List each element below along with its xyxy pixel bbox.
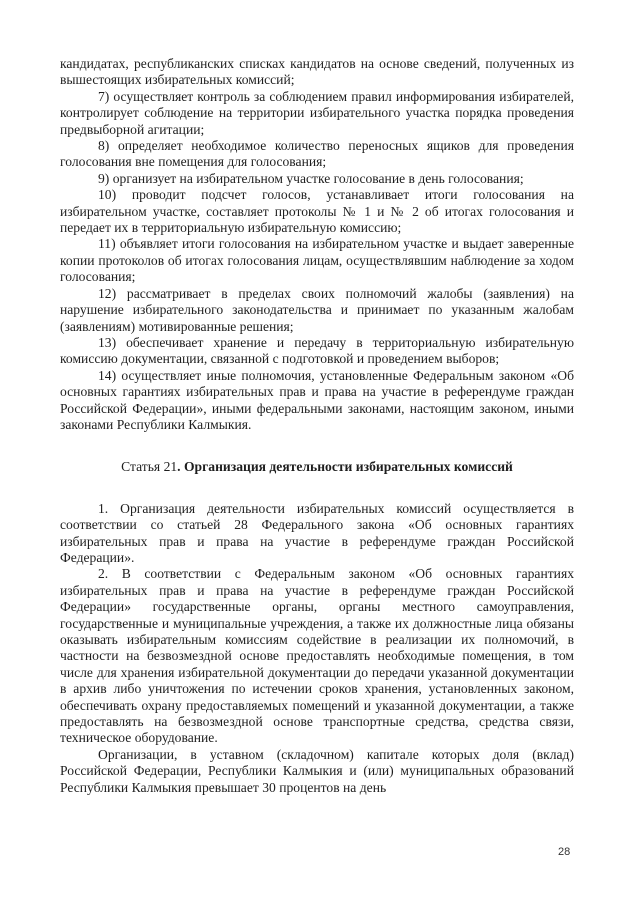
list-section xyxy=(60,56,574,433)
list-item-8: 8) определяет необходимое количество переносных ящиков для проведения голосования вне помещения для голосования; xyxy=(60,138,574,170)
list-item-9: 9) организует на избирательном участке голосование в день голосования; xyxy=(98,170,524,186)
article-paragraph-1: 1. Организация деятельности избирательных комиссий осуществляется в соответствии со статьей 28 Федерального закона «Об основных гарантиях избирательных прав и права на участие в референдуме граждан Российской Федерации». xyxy=(60,500,574,565)
list-item-14: 14) осуществляет иные полномочия, установленные Федеральным законом «Об основных гарантиях избирательных прав и права на участие в референдуме граждан Российской Федерации», иными федеральными законами, настоящим законом, иными законами Республики Калмыкия. xyxy=(60,367,574,432)
page-number: 28 xyxy=(558,846,571,858)
paragraph-continuation: кандидатах, республиканских списках кандидатов на основе сведений, полученных из вышестоящих избирательных комиссий; xyxy=(60,56,574,88)
document-page xyxy=(60,56,574,796)
list-item-11: 11) объявляет итоги голосования на избирательном участке и выдает заверенные копии протоколов об итогах голосования лицам, осуществлявшим наблюдение за ходом голосования; xyxy=(60,236,574,285)
article-paragraph-2: 2. В соответствии с Федеральным законом «Об основных гарантиях избирательных прав и права на участие в референдуме граждан Российской Федерации» государственные органы, органы местного самоуправления, государственные и муниципальные учреждения, а также их должностные лица обязаны оказывать избирательным комиссиям содействие в реализации их полномочий, в частности на безвозмездной основе предоставлять необходимые помещения, в том числе для хранения избирательной документации до передачи указанной документации в архив либо уничтожения по истечении сроков хранения, установленных законом, обеспечивать охрану предоставляемых помещений и указанной документации, а также предоставлять на безвозмездной основе транспортные средства, средства связи, техническое оборудование. xyxy=(60,566,574,746)
list-item-7: 7) осуществляет контроль за соблюдением правил информирования избирателей, контролирует соблюдение на территории избирательного участка порядка проведения предвыборной агитации; xyxy=(60,88,574,137)
article-number: Статья 21 xyxy=(121,459,178,475)
article-heading xyxy=(60,459,574,475)
article-title: . Организация деятельности избирательных комиссий xyxy=(177,459,513,475)
list-item-12: 12) рассматривает в пределах своих полномочий жалобы (заявления) на нарушение избирательного законодательства и принимает по указанным жалобам (заявлениям) мотивированные решения; xyxy=(60,285,574,334)
list-item-13: 13) обеспечивает хранение и передачу в территориальную избирательную комиссию документации, связанной с подготовкой и проведением выборов; xyxy=(60,334,574,367)
article-paragraph-3: Организации, в уставном (складочном) капитале которых доля (вклад) Российской Федерации, Республики Калмыкия и (или) муниципальных образований Республики Калмыкия превышает 30 процентов на день xyxy=(60,746,574,795)
article-body xyxy=(60,501,574,796)
list-item-10: 10) проводит подсчет голосов, устанавливает итоги голосования на избирательном участке, составляет протоколы № 1 и № 2 об итогах голосования и передает их в территориальную избирательную комиссию; xyxy=(60,187,574,236)
